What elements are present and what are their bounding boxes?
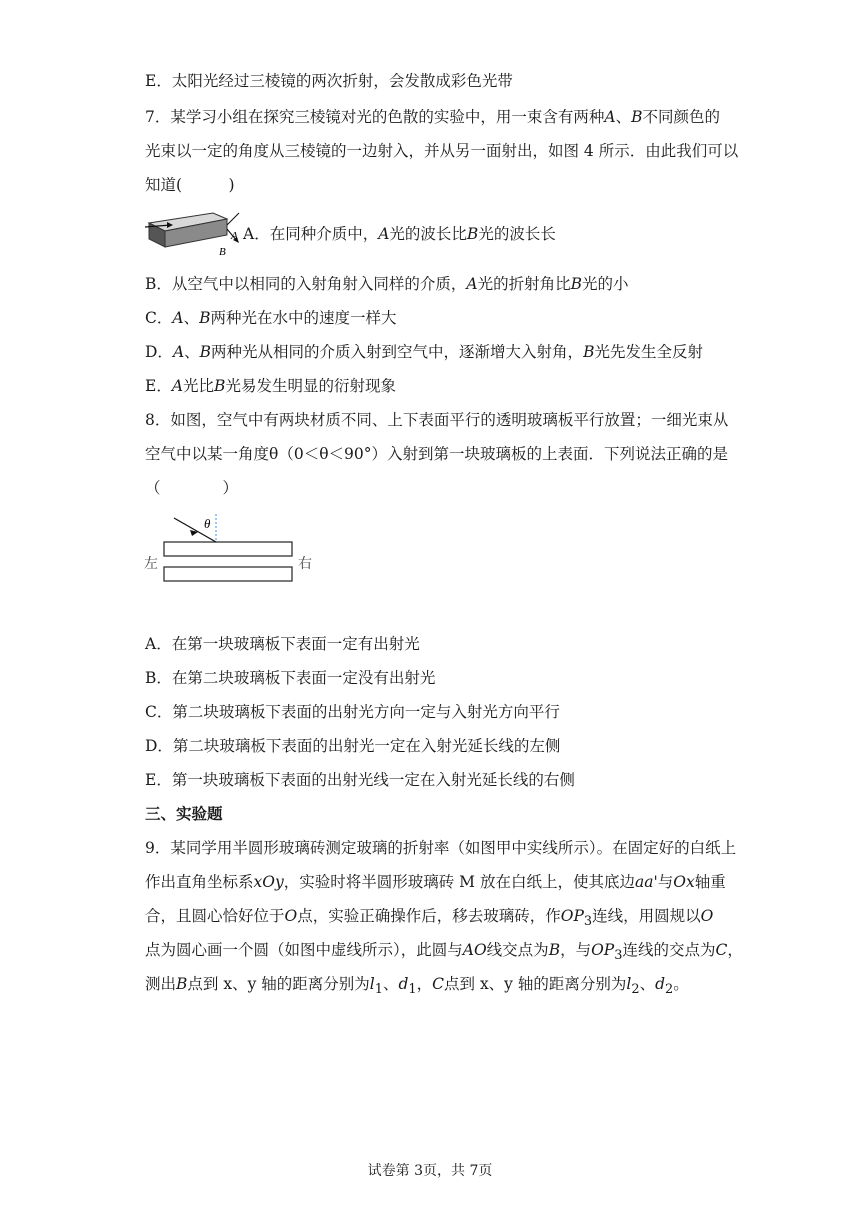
- q7-fig-label-a: A: [231, 230, 238, 242]
- q6-option-e: E．太阳光经过三棱镜的两次折射，会发散成彩色光带: [145, 72, 513, 90]
- q8-option-c: C．第二块玻璃板下表面的出射光方向一定与入射光方向平行: [145, 703, 560, 721]
- q8-fig-left: 左: [144, 556, 158, 572]
- q8-stem-line2: 空气中以某一角度θ（0＜θ＜90°）入射到第一块玻璃板的上表面．下列说法正确的是: [145, 445, 729, 463]
- q7-stem-line2: 光束以一定的角度从三棱镜的一边射入，并从另一面射出，如图 4 所示．由此我们可以: [145, 142, 739, 160]
- q8-option-a: A．在第一块玻璃板下表面一定有出射光: [145, 635, 420, 653]
- q8-stem-line1: 8．如图，空气中有两块材质不同、上下表面平行的透明玻璃板平行放置；一细光束从: [145, 411, 729, 429]
- section-heading-experiment: 三、实验题: [145, 804, 223, 823]
- q8-option-d: D．第二块玻璃板下表面的出射光一定在入射光延长线的左侧: [145, 737, 561, 755]
- q7-option-b: B．从空气中以相同的入射角射入同样的介质，A光的折射角比B光的小: [145, 275, 629, 293]
- q9-stem-line1: 9．某同学用半圆形玻璃砖测定玻璃的折射率（如图甲中实线所示）。在固定好的白纸上: [145, 839, 737, 857]
- q7-option-e: E．A光比B光易发生明显的衍射现象: [145, 377, 396, 395]
- q7-option-a: A．在同种介质中，A光的波长比B光的波长长: [243, 225, 556, 243]
- q7-stem-line3: 知道( ): [145, 176, 235, 194]
- q7-stem-line1: 7．某学习小组在探究三棱镜对光的色散的实验中，用一束含有两种A、B不同颜色的: [145, 108, 720, 126]
- q8-fig-theta: θ: [204, 516, 211, 531]
- q7-option-d: D．A、B两种光从相同的介质入射到空气中，逐渐增大入射角，B光先发生全反射: [145, 343, 703, 361]
- q9-stem-line2: 作出直角坐标系xOy，实验时将半圆形玻璃砖 M 放在白纸上，使其底边aa'与Ox轴重: [145, 873, 726, 891]
- q8-glass-plates-figure: [140, 510, 320, 590]
- q8-fig-right: 右: [298, 556, 312, 572]
- page-footer: 试卷第 3页，共 7页: [367, 1163, 493, 1179]
- q8-option-b: B．在第二块玻璃板下表面一定没有出射光: [145, 669, 436, 687]
- q8-stem-line3: （ ）: [145, 479, 239, 497]
- q7-fig-label-b: B: [219, 246, 226, 258]
- q8-option-e: E．第一块玻璃板下表面的出射光线一定在入射光延长线的右侧: [145, 771, 575, 789]
- q9-stem-line3: 合，且圆心恰好位于O点，实验正确操作后，移去玻璃砖，作$OP_3$连线，用圆规以O: [145, 907, 714, 930]
- q9-stem-line4: 点为圆心画一个圆（如图中虚线所示），此圆与AO线交点为B，与$OP_3$连线的交点为C，: [145, 941, 743, 964]
- q7-prism-figure: [143, 207, 241, 265]
- q9-stem-line5: 测出B点到 x、y 轴的距离分别为$l_1$、$d_1$，C点到 x、y 轴的距离分别为$l_2$、$d_2$。: [145, 975, 689, 998]
- q7-option-c: C．A、B两种光在水中的速度一样大: [145, 309, 397, 327]
